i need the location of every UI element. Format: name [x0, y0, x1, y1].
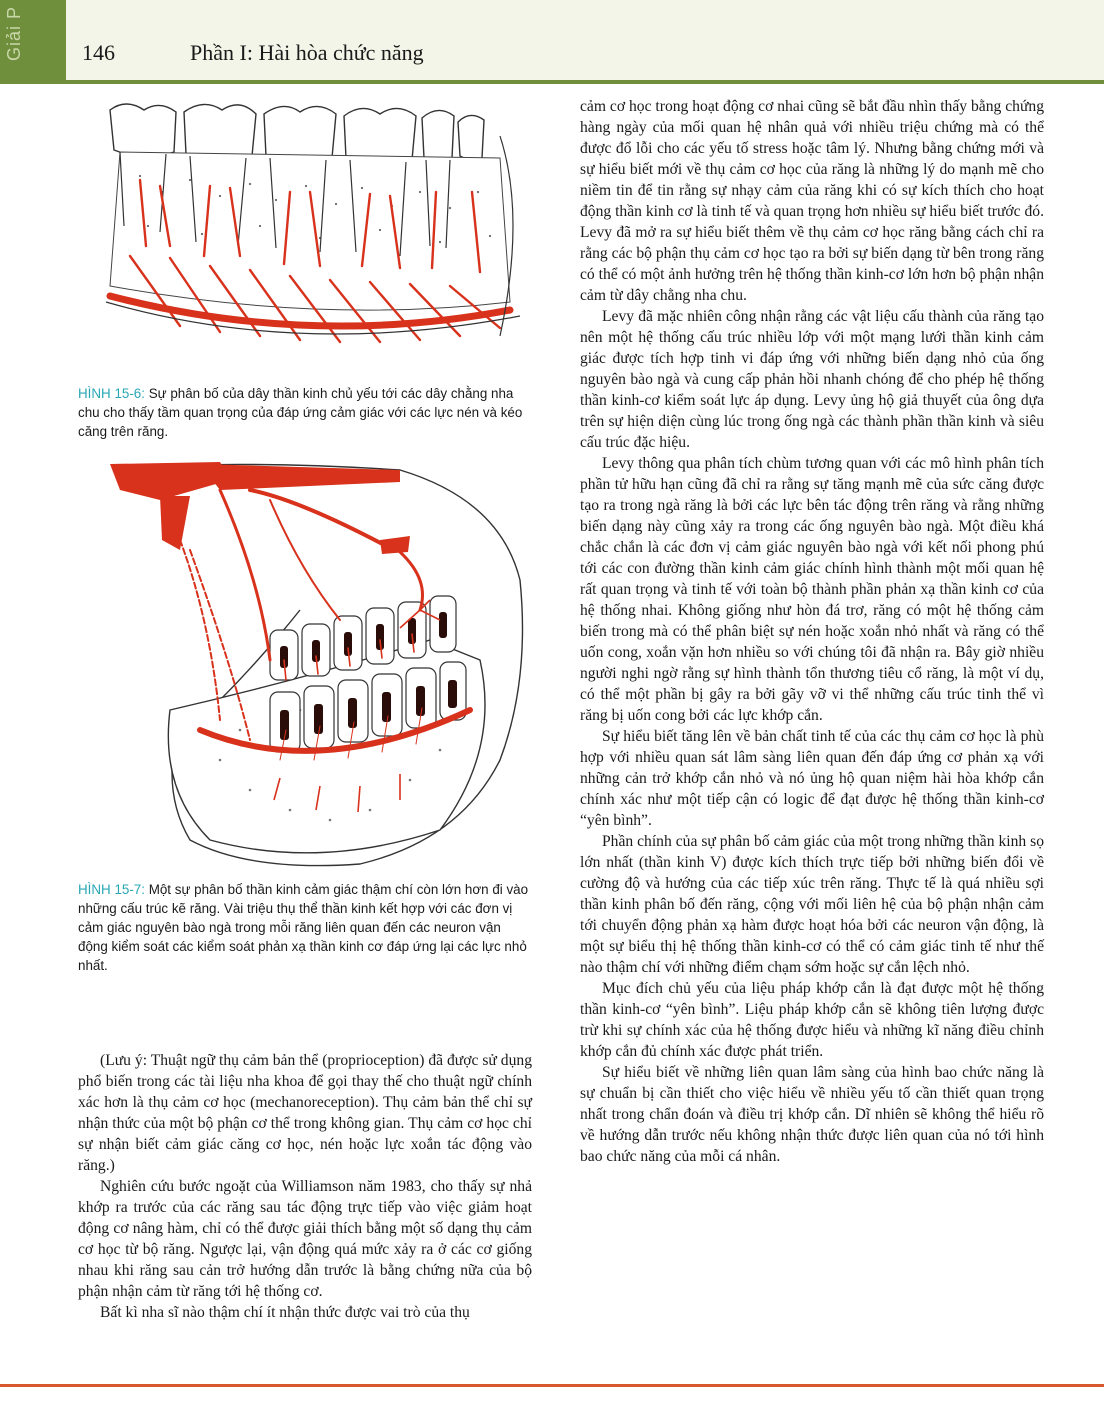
left-paragraph-1: (Lưu ý: Thuật ngữ thụ cảm bản thể (proprioception) đã được sử dụng phổ biến trong các tài liệu nha khoa để gọi thay thế cho thuật ngữ chính xác hơn là thụ cảm cơ học (mechanoreception). Thụ cảm bản thể chỉ sự nhận thức của một bộ phận cơ thể trong không gian. Thụ cảm cơ học chỉ sự nhận biết cảm giác căng cơ học, nén hoặc lực xoắn tác động vào răng.): [78, 1052, 532, 1174]
running-title: Phần I: Hài hòa chức năng: [190, 40, 424, 65]
figure-15-7-text: Một sự phân bố thần kinh cảm giác thậm chí còn lớn hơn đi vào những cấu trúc kẽ răng. Vài triệu thụ thể thần kinh kết hợp với các đơn vị cảm giác nguyên bào ngà trong mỗi răng liên quan đến các neuron vận động kiểm soát các kiểm soát phản xạ thần kinh cơ đáp ứng lại các lực nhỏ nhất.: [78, 882, 529, 973]
right-text-column: [580, 96, 1044, 1167]
side-tab: [0, 0, 66, 80]
figure-15-6-text: Sự phân bố của dây thần kinh chủ yếu tới các dây chằng nha chu cho thấy tầm quan trọng của đáp ứng cảm giác với các lực nén và kéo căng trên răng.: [78, 386, 523, 439]
left-paragraph-3: Bất kì nha sĩ nào thậm chí ít nhận thức được vai trò của thụ: [100, 1304, 470, 1321]
page-number: 146: [82, 40, 115, 65]
right-paragraph-1: cảm cơ học trong hoạt động cơ nhai cũng sẽ bắt đầu nhìn thấy bằng chứng hàng ngày của mối quan hệ nhân quả với nhiều triệu chứng mà có thể được đổ lỗi cho các yếu tố stress hoặc tâm lý. Nhưng bằng chứng mới và sự hiểu biết mới về thụ cảm cơ học của răng là những lý do mạnh mẽ cho niềm tin để tin rằng sự nhạy cảm của răng khi có sự kích thích cho hoạt động thần kinh cơ là tinh tế và quan trọng hơn nhiều sự hiểu biết trước đó. Levy đã mở ra sự hiểu biết thêm về thụ cảm cơ học răng bằng cách chỉ ra rằng các bộ phận thụ cảm cơ học tạo ra bởi sự biến dạng từ bên trong răng có thể có một ảnh hưởng trên hệ thống thần kinh-cơ lớn hơn bộ phận nhận cảm từ dây chằng nha chu.: [580, 98, 1044, 304]
footer-rule: [0, 1384, 1104, 1387]
right-paragraph-7: Sự hiểu biết về những liên quan lâm sàng của hình bao chức năng là sự chuẩn bị cần thiết cho việc hiểu về nhiều yếu tố cần thiết quan trọng nhất trong chẩn đoán và điều trị khớp cắn. Dĩ nhiên sẽ không thể hiểu rõ về hướng dẫn trước nếu không nhận thức được liên quan của nó tới hình bao chức năng của mỗi cá nhân.: [580, 1064, 1044, 1165]
right-paragraph-3: Levy thông qua phân tích chùm tương quan với các mô hình phân tích phần tử hữu hạn cũng đã chỉ ra rằng sự tăng mạnh mẽ của sức căng được tạo ra trong ngà răng là bởi các lực bên tác động trên răng và rằng những biến dạng này cũng xảy ra trong các ống nguyên bào ngà. Một điều khá chắc chắn là các đơn vị cảm giác nguyên bào ngà với kết nối phong phú tới các con đường thần kinh cảm giác chính hình thành một mối quan hệ rất quan trọng và tinh tế với toàn bộ thành phần phản xạ thần kinh cơ của hệ thống nhai. Không giống như hòn đá trơ, răng có một hệ thống cảm biến trong mà có thể phân biệt sự nén hoặc xoắn nhỏ nhất và răng có thể uốn cong, xoắn vặn hơn nhiều so với chúng tôi đã nhận ra. Bây giờ nhiều người nghi ngờ rằng sự hình thành tổn thương tiêu cổ răng, là một ví dụ, có thể một phần bị gây ra bởi gãy vỡ vi thể những cấu trúc tinh thể vì răng bị uốn cong bởi các lực khớp cắn.: [580, 455, 1044, 724]
right-paragraph-2: Levy đã mặc nhiên công nhận rằng các vật liệu cấu thành của răng tạo nên một hệ thống cấu trúc nhiều lớp với một mạng lưới thần kinh cảm giác được tích hợp tinh vi đáp ứng với những biến dạng nhỏ của ống nguyên bào ngà và cung cấp phản hồi nhanh chóng để cho phép hệ thống thần kinh-cơ kiểm soát lực áp dụng. Levy ủng hộ giả thuyết của ông dựa trên sự hiện diện cùng lúc trong ống ngà các thành phần thần kinh và siêu cấu trúc đặc hiệu.: [580, 308, 1044, 451]
side-tab-text: Giải P: [4, 6, 24, 62]
right-paragraph-4: Sự hiểu biết tăng lên về bản chất tinh tế của các thụ cảm cơ học là phù hợp với nhiều quan sát lâm sàng liên quan đến đáp ứng cơ phản xạ với những cản trở khớp cắn nhỏ và nó ủng hộ quan niệm hài hòa khớp cắn chính xác như một tiếp cận có logic để đạt được hệ thống thần kinh-cơ “yên bình”.: [580, 728, 1044, 829]
left-text-column: [78, 1050, 532, 1323]
figure-15-7-illustration: [100, 460, 530, 872]
left-paragraph-2: Nghiên cứu bước ngoặt của Williamson năm 1983, cho thấy sự nhả khớp ra trước của các răng sau tác động trực tiếp vào việc giảm hoạt động cơ nâng hàm, chỉ có thể được giải thích bằng một số dạng thụ cảm cơ học từ bộ răng. Ngược lại, vận động quá mức xảy ra ở các cơ giống nhau khi răng sau cản trở hướng dẫn trước là bằng chứng nữa của bộ phận nhận cảm từ răng tới hệ thống cơ.: [78, 1178, 532, 1300]
figure-15-6-illustration: [100, 96, 532, 358]
right-paragraph-6: Mục đích chủ yếu của liệu pháp khớp cắn là đạt được một hệ thống thần kinh-cơ “yên bình”. Liệu pháp khớp cắn sẽ không tiên lượng được trừ khi sự chính xác của hệ thống được hiểu và những kĩ năng điều chỉnh khớp cắn đủ chính xác được phát triển.: [580, 980, 1044, 1060]
right-paragraph-5: Phần chính của sự phân bố cảm giác của một trong những thần kinh sọ lớn nhất (thần kinh V) được kích thích trực tiếp bởi những biến đổi về cường độ và hướng của các tiếp xúc trên răng. Thực tế là quá nhiều sợi thần kinh phân bố đến răng, cộng với mối liên hệ của bộ phận nhận cảm tới chuyển động phản xạ hàm được hoạt hóa bởi các neuron vận động, là một sự biểu thị hệ thống thần kinh-cơ có thể có cảm giác tinh tế như thế nào thậm chí với những điểm chạm sớm hoặc sự cắn lệch nhỏ.: [580, 833, 1044, 976]
figure-15-6-label: HÌNH 15-6:: [78, 386, 145, 401]
header-rule: [0, 80, 1104, 84]
figure-15-7-label: HÌNH 15-7:: [78, 882, 145, 897]
figure-15-6-caption: [78, 384, 534, 441]
figure-15-7-caption: [78, 880, 534, 975]
